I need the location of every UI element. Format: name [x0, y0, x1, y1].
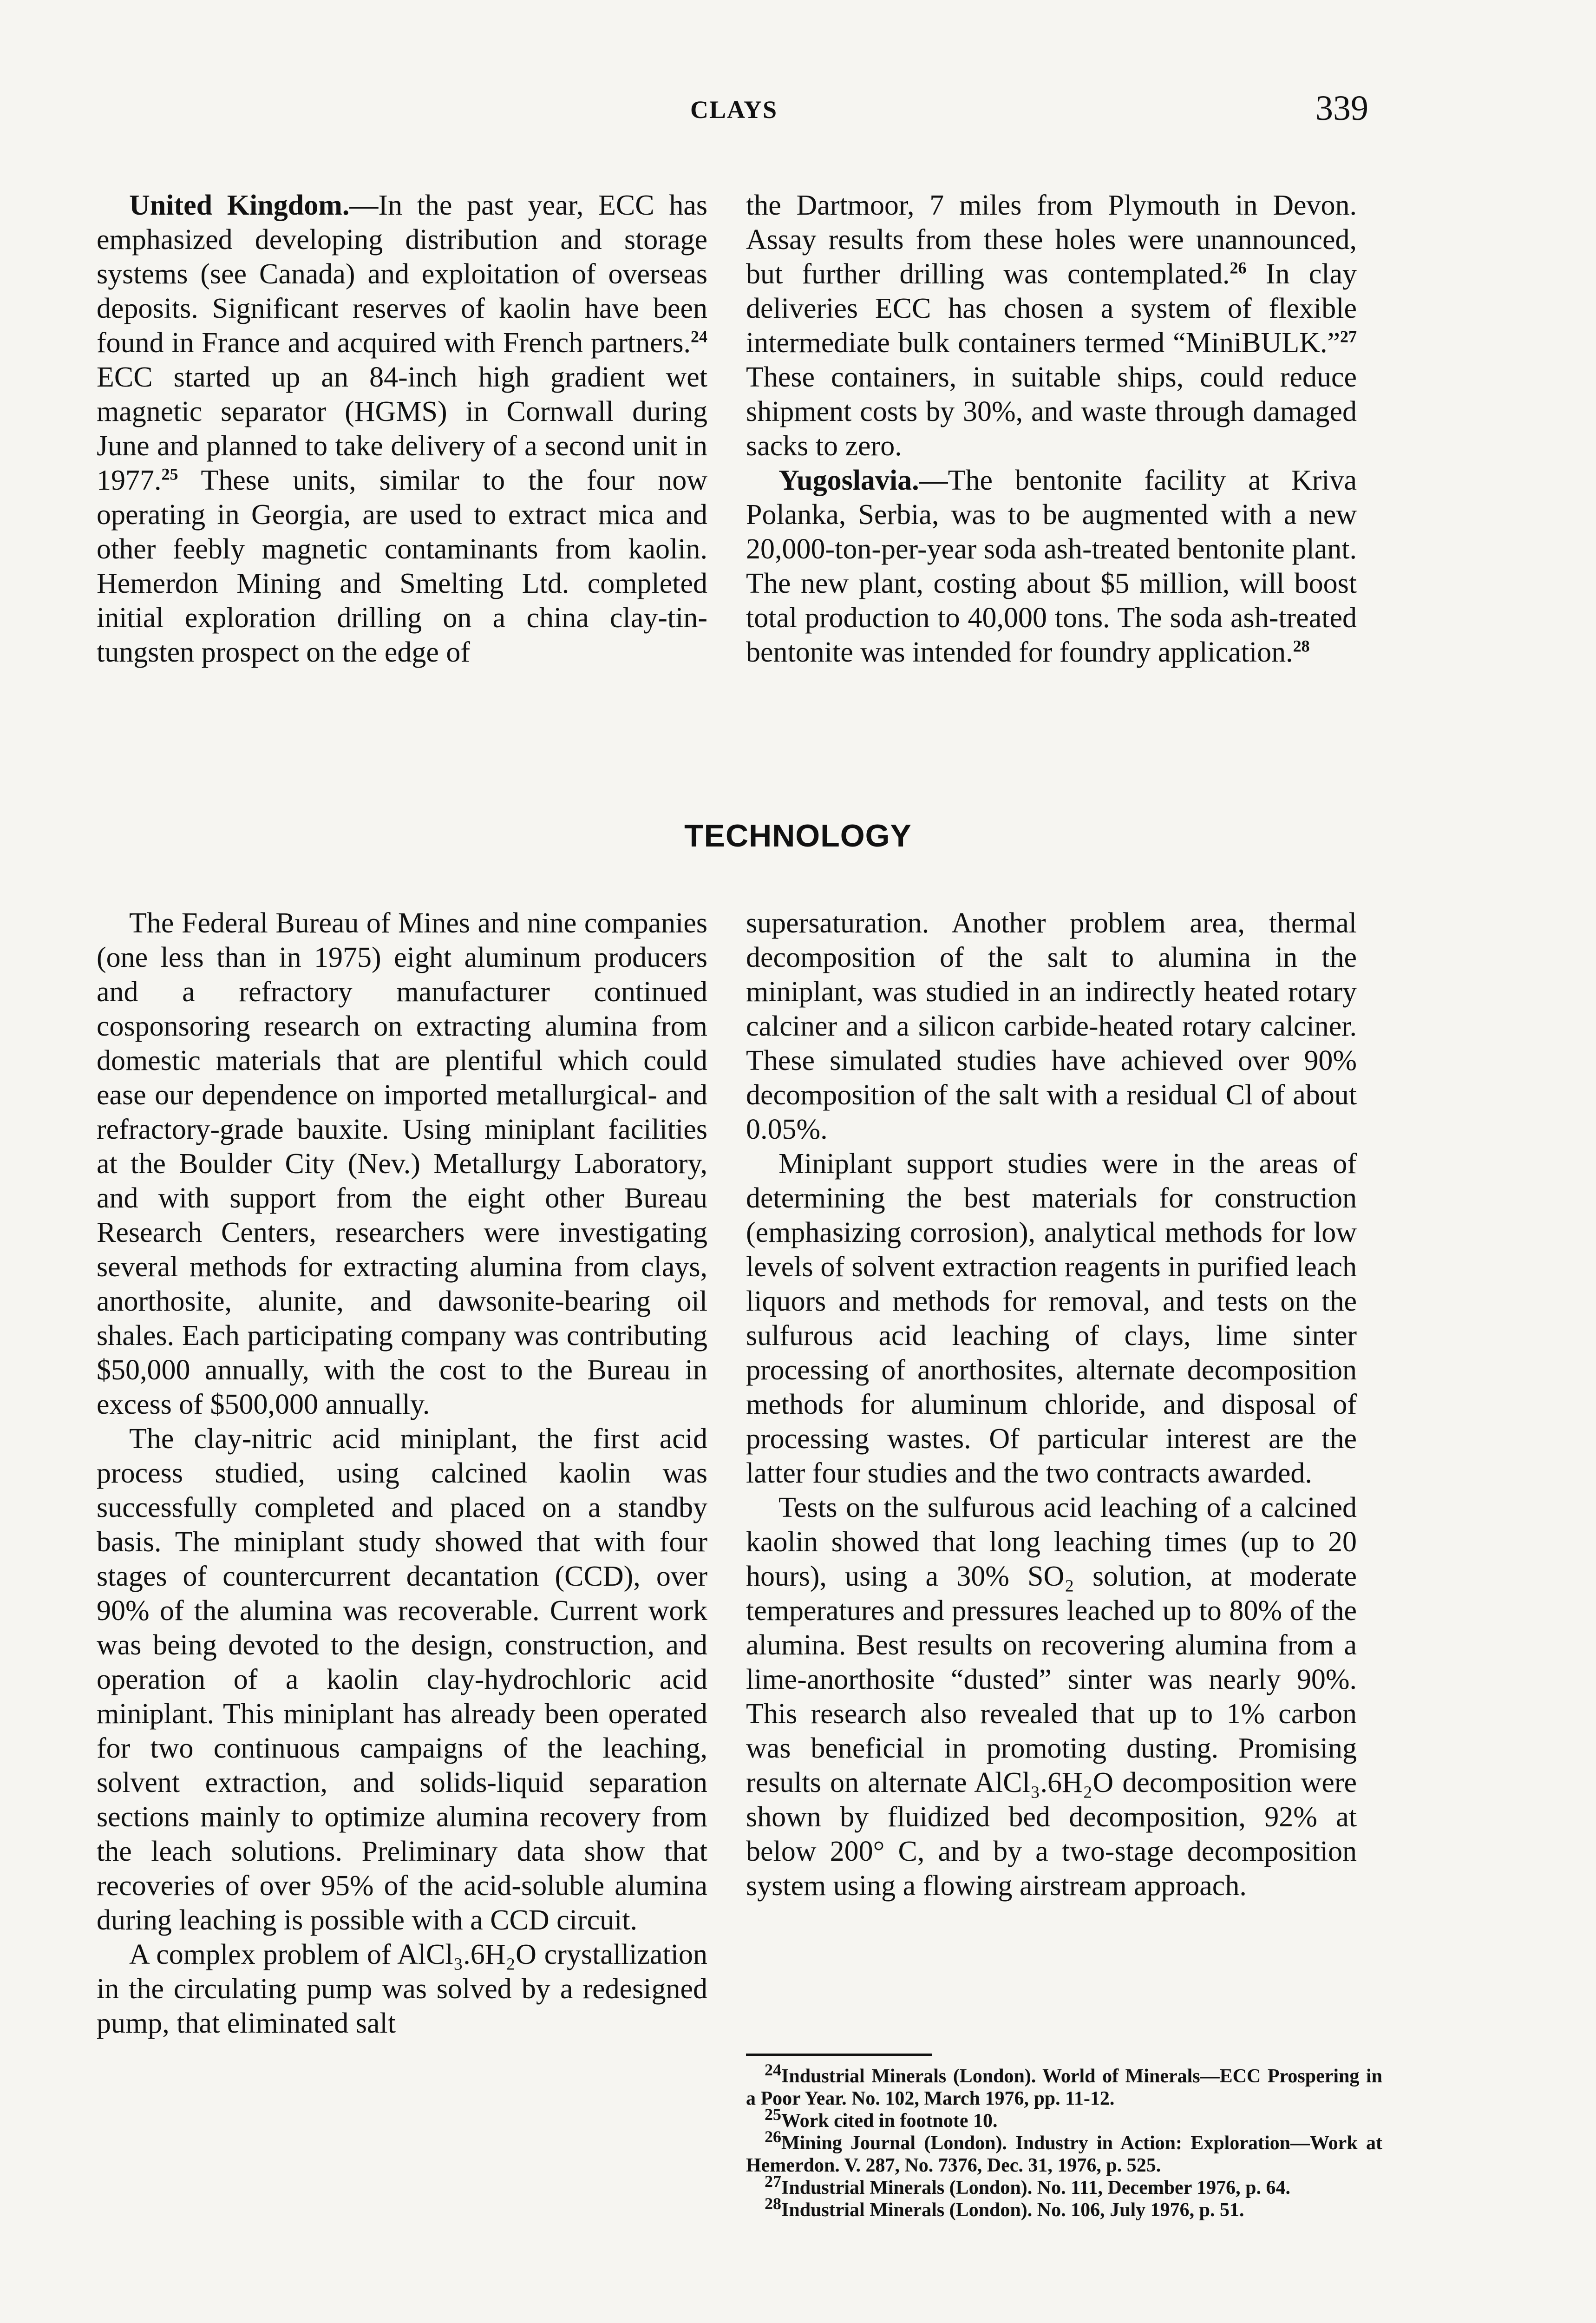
paragraph-text: In clay deliveries ECC has chosen a system of flexible intermediate bulk containers termed “MiniBULK.”: [746, 258, 1357, 359]
footnote-number: 28: [765, 2194, 781, 2213]
footnote: [746, 2172, 1382, 2199]
paragraph-text: the Dartmoor, 7 miles from Plymouth in Devon. Assay results from these holes were unannounced, but further drilling was contemplated.: [746, 190, 1357, 290]
page-number: 339: [1315, 89, 1368, 128]
footnote-number: 24: [765, 2061, 781, 2079]
footnote-ref: 26: [1230, 258, 1247, 277]
footnote-number: 26: [765, 2127, 781, 2146]
paragraph-text: ECC started up an 84-inch high gradient wet magnetic separator (HGMS) in Cornwall during June and planned to take delivery of a second unit in 1977.: [97, 361, 707, 496]
paragraph-text: These units, similar to the four now operating in Georgia, are used to extract mica and other feebly magnetic contaminants from kaolin. Hemerdon Mining and Smelting Ltd. completed initial exploration drilling on a china clay-tin-tungsten prospect on the edge of: [97, 465, 707, 668]
paragraph: A complex problem of AlCl₃.6H₂O crystallization in the circulating pump was solved by a redesigned pump, that eliminated salt: [97, 1939, 707, 2039]
footnote-ref: 27: [1340, 327, 1357, 346]
footnote-text: Industrial Minerals (London). World of Minerals—ECC Prospering in a Poor Year. No. 102, March 1976, pp. 11-12.: [746, 2066, 1382, 2109]
column-top-left: [97, 188, 707, 669]
footnote-ref: 24: [691, 327, 707, 346]
footnote-ref: 28: [1293, 637, 1310, 656]
column-bottom-right: [746, 906, 1357, 1903]
footnote-number: 25: [765, 2105, 781, 2124]
footnote: [746, 2061, 1382, 2110]
paragraph-text: These containers, in suitable ships, could reduce shipment costs by 30%, and waste through damaged sacks to zero.: [746, 361, 1357, 462]
paragraph: The Federal Bureau of Mines and nine companies (one less than in 1975) eight aluminum producers and a refractory manufacturer continued cosponsoring research on extracting alumina from domestic materials that are plentiful which could ease our dependence on imported metallurgical- and refractory-grade bauxite. Using miniplant facilities at the Boulder City (Nev.) Metallurgy Laboratory, and with support from the eight other Bureau Research Centers, researchers were investigating several methods for extracting alumina from clays, anorthosite, alunite, and dawsonite-bearing oil shales. Each participating company was contributing $50,000 annually, with the cost to the Bureau in excess of $500,000 annually.: [97, 907, 707, 1420]
paragraph-yugoslavia: [746, 463, 1357, 669]
footnote-text: Mining Journal (London). Industry in Action: Exploration—Work at Hemerdon. V. 287, No. 7376, Dec. 31, 1976, p. 525.: [746, 2133, 1382, 2176]
footnote-ref: 25: [161, 465, 178, 484]
footnote-text: Industrial Minerals (London). No. 111, December 1976, p. 64.: [781, 2177, 1290, 2198]
paragraph-text: —The bentonite facility at Kriva Polanka, Serbia, was to be augmented with a new 20,000-ton-per-year soda ash-treated bentonite plant. The new plant, costing about $5 million, will boost total production to 40,000 tons. The soda ash-treated bentonite was intended for foundry application.: [746, 465, 1357, 668]
paragraph-united-kingdom: [97, 188, 707, 669]
subsection-lead-yugoslavia: Yugoslavia.: [778, 465, 919, 496]
running-head: CLAYS: [690, 96, 778, 124]
paragraph-continuation: [746, 188, 1357, 463]
paragraph: Tests on the sulfurous acid leaching of a calcined kaolin showed that long leaching times (up to 20 hours), using a 30% SO₂ solution, at moderate temperatures and pressures leached up to 80% of the alumina. Best results on recovering alumina from a lime-anorthosite “dusted” sinter was nearly 90%. This research also revealed that up to 1% carbon was beneficial in promoting dusting. Promising results on alternate AlCl₃.6H₂O decomposition were shown by fluidized bed decomposition, 92% at below 200° C, and by a two-stage decomposition system using a flowing airstream approach.: [746, 1492, 1357, 1902]
footnote: [746, 2194, 1382, 2221]
footnote: [746, 2127, 1382, 2177]
footnote-text: Industrial Minerals (London). No. 106, July 1976, p. 51.: [781, 2199, 1244, 2221]
footnote-text: Work cited in footnote 10.: [781, 2110, 998, 2132]
column-top-right: [746, 188, 1357, 669]
footnotes: [746, 2061, 1382, 2221]
footnote-number: 27: [765, 2172, 781, 2191]
paragraph: Miniplant support studies were in the areas of determining the best materials for construction (emphasizing corrosion), analytical methods for low levels of solvent extraction reagents in purified leach liquors and methods for removal, and tests on the sulfurous acid leaching of clays, lime sinter processing of anorthosites, alternate decomposition methods for aluminum chloride, and disposal of processing wastes. Of particular interest are the latter four studies and the two contracts awarded.: [746, 1148, 1357, 1489]
section-heading-technology: TECHNOLOGY: [684, 818, 912, 853]
paragraph-continuation: supersaturation. Another problem area, thermal decomposition of the salt to alumina in the miniplant, was studied in an indirectly heated rotary calciner and a silicon carbide-heated rotary calciner. These simulated studies have achieved over 90% decomposition of the salt with a residual Cl of about 0.05%.: [746, 907, 1357, 1145]
column-bottom-left: [97, 906, 707, 2041]
footnote: [746, 2105, 1382, 2132]
paragraph: The clay-nitric acid miniplant, the first acid process studied, using calcined kaolin was successfully completed and placed on a standby basis. The miniplant study showed that with four stages of countercurrent decantation (CCD), over 90% of the alumina was recoverable. Current work was being devoted to the design, construction, and operation of a kaolin clay-hydrochloric acid miniplant. This miniplant has already been operated for two continuous campaigns of the leaching, solvent extraction, and solids-liquid separation sections mainly to optimize alumina recovery from the leach solutions. Preliminary data show that recoveries of over 95% of the acid-soluble alumina during leaching is possible with a CCD circuit.: [97, 1423, 707, 1936]
paragraph-text: —In the past year, ECC has emphasized developing distribution and storage systems (see Canada) and exploitation of overseas deposits. Significant reserves of kaolin have been found in France and acquired with French partners.: [97, 190, 707, 359]
subsection-lead-united-kingdom: United Kingdom.: [129, 190, 350, 221]
footnote-rule: [746, 2054, 932, 2056]
